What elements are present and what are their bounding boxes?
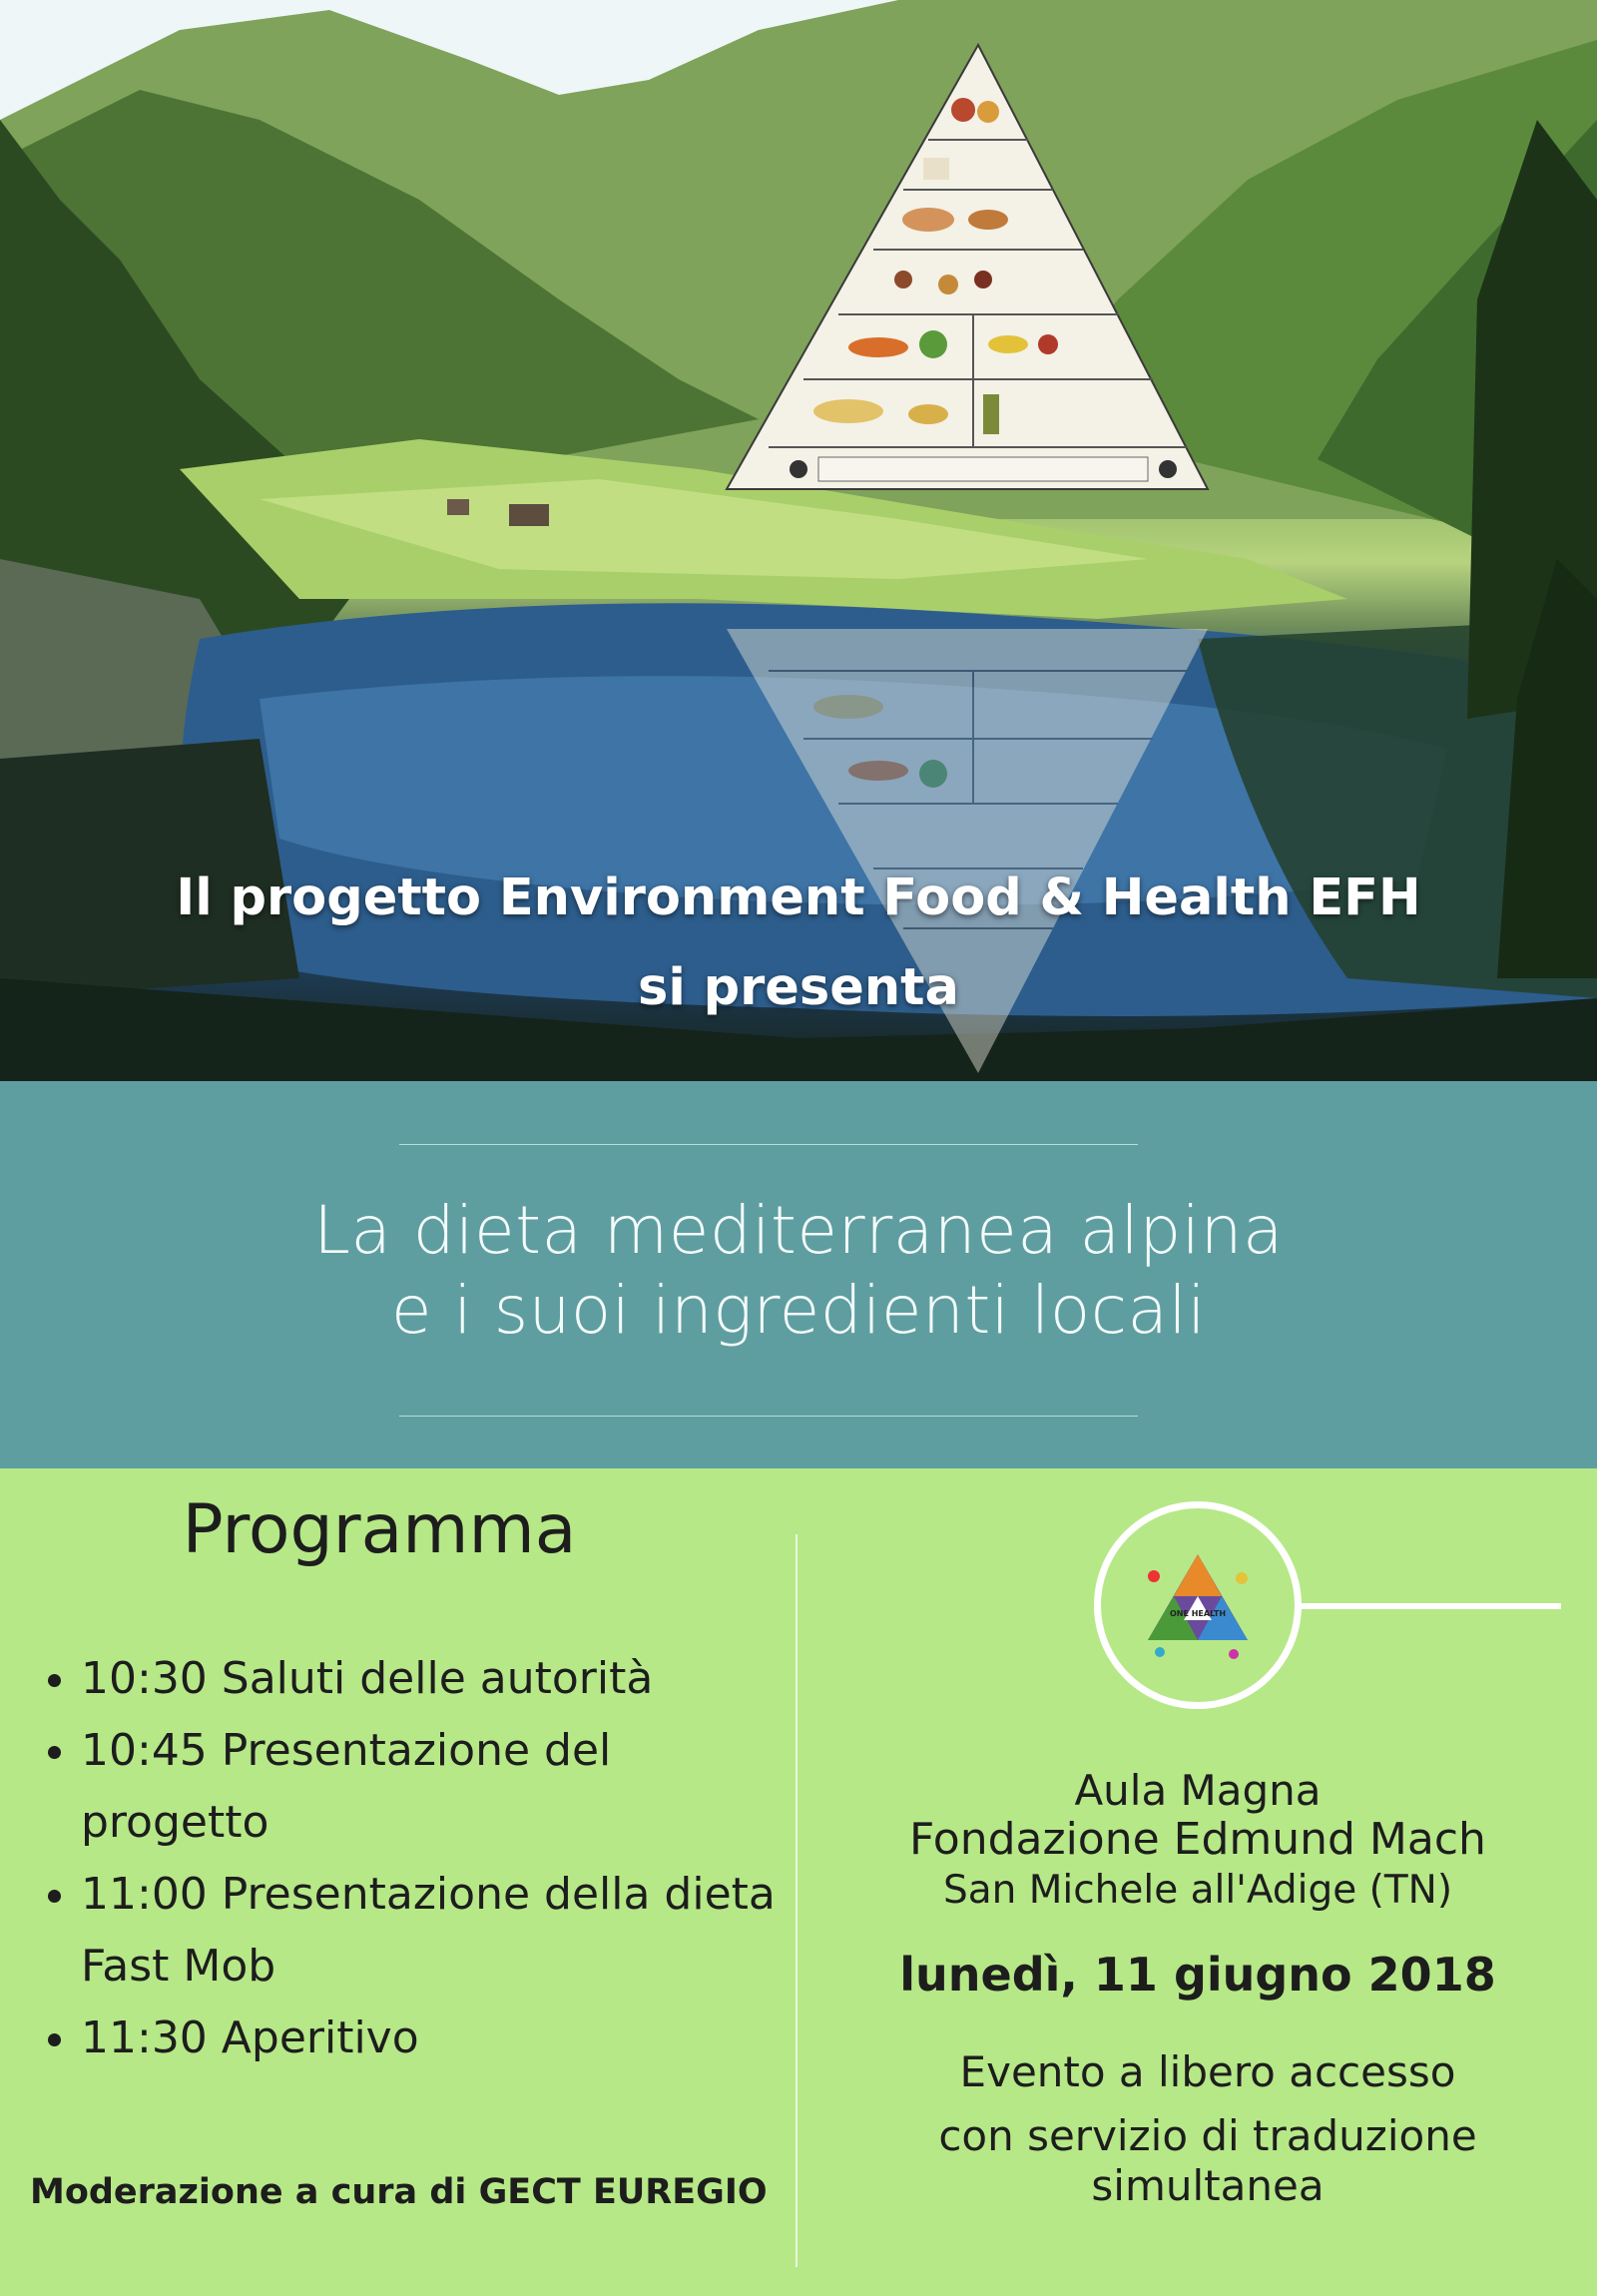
access-line1: Evento a libero accesso [959, 2047, 1456, 2096]
one-health-logo-icon [1130, 1536, 1266, 1672]
program-item: • 10:45 Presentazione del progetto [81, 1715, 799, 1859]
hero-title-line1: Il progetto Environment Food & Health EFH [176, 868, 1421, 927]
bottom-divider [399, 1416, 1138, 1417]
event-date: lunedì, 11 giugno 2018 [899, 1948, 1496, 2002]
top-divider [399, 1144, 1138, 1145]
logo-text: ONE HEALTH [1169, 1609, 1227, 1618]
moderation-note: Moderazione a cura di GECT EUREGIO [30, 2172, 768, 2212]
program-item: • 11:30 Aperitivo [81, 2003, 799, 2074]
program-item: • 10:30 Saluti delle autorità [81, 1643, 799, 1715]
venue-institution: Fondazione Edmund Mach [909, 1814, 1486, 1865]
program-list [40, 1643, 799, 2074]
access-line3: simultanea [1091, 2161, 1325, 2210]
program-item: • 11:00 Presentazione della dieta Fast Mob [81, 1859, 799, 2003]
hero-landscape [0, 0, 1597, 1081]
subtitle-band [0, 1081, 1597, 1468]
logo-connector-line [1302, 1603, 1561, 1609]
access-note [858, 2047, 1557, 2211]
hero-title [0, 854, 1597, 1033]
access-line2: con servizio di traduzione [938, 2111, 1477, 2160]
venue-hall: Aula Magna [1074, 1766, 1322, 1815]
details-section [0, 1468, 1597, 2296]
subtitle-line2: e i suoi ingredienti locali [390, 1272, 1207, 1349]
subtitle-line1: La dieta mediterranea alpina [313, 1192, 1284, 1269]
program-title: Programma [182, 1490, 577, 1569]
vertical-divider [796, 1534, 798, 2267]
venue-location: San Michele all'Adige (TN) [942, 1868, 1453, 1913]
subtitle [0, 1191, 1597, 1351]
hero-title-line2: si presenta [638, 958, 959, 1017]
